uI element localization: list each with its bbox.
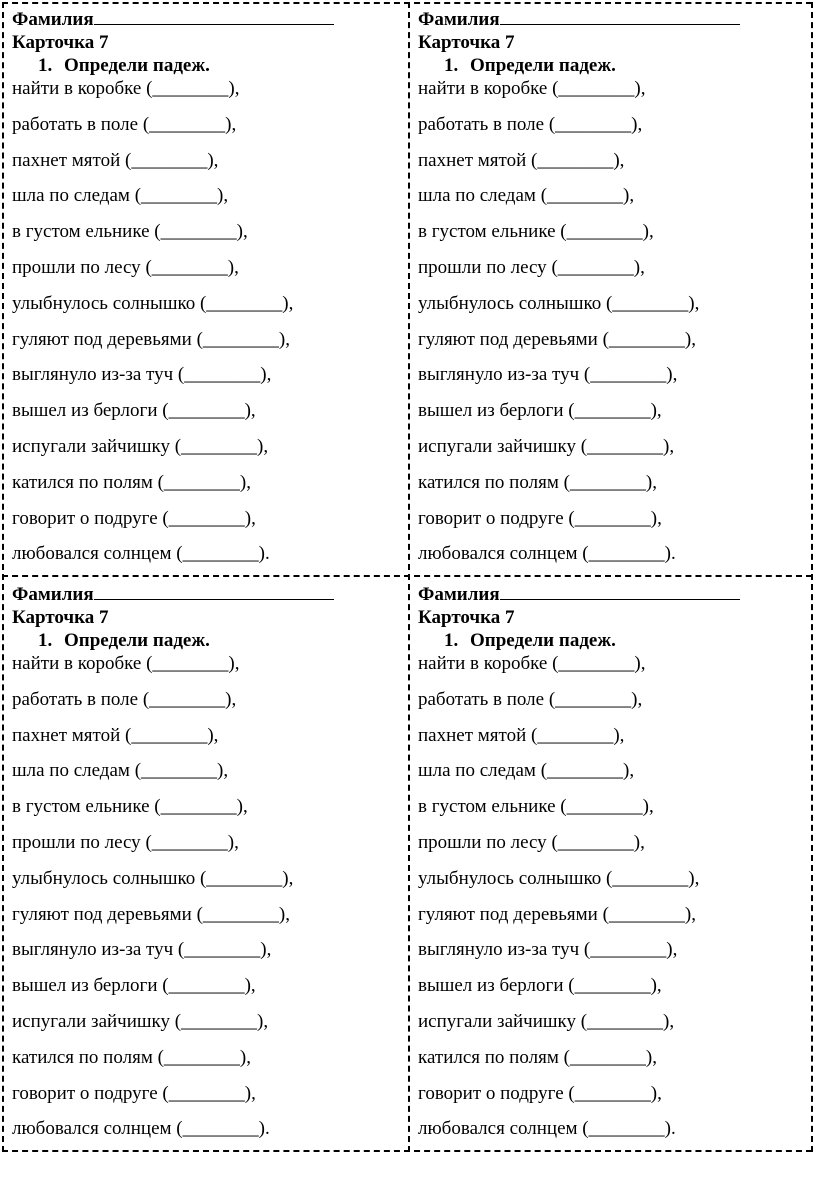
cut-line-right xyxy=(811,2,813,1152)
phrase-text: испугали зайчишку xyxy=(12,1010,170,1032)
phrase-row xyxy=(12,363,400,399)
phrase-text: говорит о подруге xyxy=(418,507,564,529)
phrase-row xyxy=(418,220,806,256)
answer-blank[interactable]: (________) xyxy=(560,796,649,818)
answer-blank[interactable]: (________) xyxy=(563,1046,653,1068)
answer-blank[interactable]: (________) xyxy=(146,78,235,99)
phrase-text: улыбнулось солнышко xyxy=(418,867,602,889)
phrase-punct: , xyxy=(285,903,290,925)
phrase-row xyxy=(12,435,400,471)
answer-blank[interactable]: (________) xyxy=(560,221,649,243)
phrase-row xyxy=(418,759,806,795)
phrase-punct: , xyxy=(266,364,272,386)
phrase-row xyxy=(418,795,806,831)
phrase-punct: , xyxy=(640,256,645,278)
answer-blank[interactable]: (________) xyxy=(177,364,267,386)
phrase-row xyxy=(418,938,806,974)
card-title: Карточка 7 xyxy=(12,32,109,53)
phrase-text: катился по полям xyxy=(418,1046,559,1068)
phrase-punct: , xyxy=(246,471,251,493)
phrase-row xyxy=(12,759,400,795)
answer-blank[interactable]: (________) xyxy=(134,185,224,207)
phrase-punct: , xyxy=(657,1082,662,1104)
phrase-row xyxy=(418,974,806,1010)
phrase-text: гуляют под деревьями xyxy=(12,328,192,350)
answer-blank[interactable]: (________) xyxy=(145,256,235,278)
phrase-punct: , xyxy=(288,292,294,314)
phrase-punct: , xyxy=(213,149,219,171)
answer-blank[interactable]: (________) xyxy=(146,653,235,674)
phrase-row xyxy=(12,1082,400,1118)
phrase-text: работать в поле xyxy=(418,688,545,710)
task-text: Определи падеж. xyxy=(470,55,616,76)
phrase-punct: , xyxy=(619,724,625,746)
surname-line xyxy=(12,7,400,31)
surname-blank[interactable] xyxy=(500,7,740,25)
answer-blank[interactable]: (________) xyxy=(563,471,653,493)
phrase-punct: . xyxy=(670,543,676,565)
phrase-row xyxy=(418,831,806,867)
phrase-text: улыбнулось солнышко xyxy=(12,292,196,314)
answer-blank[interactable]: (________) xyxy=(174,1010,264,1032)
phrase-punct: , xyxy=(231,688,237,710)
phrase-text: выглянуло из-за туч xyxy=(12,364,174,386)
phrase-punct: , xyxy=(251,507,256,529)
task-number: 1. xyxy=(38,55,53,76)
phrase-row xyxy=(418,542,806,578)
phrase-punct: , xyxy=(637,688,643,710)
phrase-punct: , xyxy=(640,653,646,674)
phrase-punct: , xyxy=(672,939,678,961)
phrase-row xyxy=(12,974,400,1010)
phrase-text: любовался солнцем xyxy=(12,543,172,565)
answer-blank[interactable]: (________) xyxy=(552,653,641,674)
answer-blank[interactable]: (________) xyxy=(142,113,232,135)
answer-blank[interactable]: (________) xyxy=(540,185,630,207)
phrase-punct: , xyxy=(242,221,248,243)
phrase-punct: , xyxy=(652,1046,657,1068)
phrase-row xyxy=(418,328,806,364)
phrase-row xyxy=(12,507,400,543)
phrase-text: найти в коробке xyxy=(418,78,548,99)
answer-blank[interactable]: (________) xyxy=(605,292,695,314)
phrase-text: шла по следам xyxy=(418,760,536,782)
phrase-row xyxy=(418,184,806,220)
phrase-punct: , xyxy=(231,113,237,135)
phrase-punct: , xyxy=(619,149,625,171)
phrase-row xyxy=(12,938,400,974)
phrase-text: испугали зайчишку xyxy=(12,435,170,457)
answer-blank[interactable]: (________) xyxy=(580,435,670,457)
answer-blank[interactable]: (________) xyxy=(583,364,673,386)
phrase-punct: , xyxy=(694,867,700,889)
phrase-text: найти в коробке xyxy=(12,78,142,99)
answer-blank[interactable]: (________) xyxy=(154,796,243,818)
phrase-text: гуляют под деревьями xyxy=(418,328,598,350)
phrase-punct: , xyxy=(223,760,229,782)
answer-blank[interactable]: (________) xyxy=(551,831,641,853)
phrase-row xyxy=(418,688,806,724)
surname-label: Фамилия xyxy=(418,9,500,30)
answer-blank[interactable]: (________) xyxy=(602,903,692,925)
phrase-row xyxy=(418,1117,806,1153)
phrase-text: прошли по лесу xyxy=(12,831,141,853)
phrase-row xyxy=(418,471,806,507)
phrase-row xyxy=(12,1010,400,1046)
answer-blank[interactable]: (________) xyxy=(602,328,692,350)
answer-blank[interactable]: (________) xyxy=(531,724,620,746)
phrase-row xyxy=(418,363,806,399)
surname-label: Фамилия xyxy=(418,584,500,605)
phrase-text: выглянуло из-за туч xyxy=(418,939,580,961)
phrase-punct: , xyxy=(694,292,700,314)
phrase-text: работать в поле xyxy=(12,113,139,135)
task-text: Определи падеж. xyxy=(64,55,210,76)
phrase-row xyxy=(12,688,400,724)
phrase-text: в густом ельнике xyxy=(418,796,556,818)
surname-label: Фамилия xyxy=(12,584,94,605)
phrase-punct: , xyxy=(669,1010,675,1032)
task-heading xyxy=(418,54,806,77)
phrase-punct: , xyxy=(234,256,239,278)
phrase-row xyxy=(12,328,400,364)
card-top-right xyxy=(410,4,806,572)
task-number: 1. xyxy=(444,630,459,651)
surname-line xyxy=(418,582,806,606)
phrase-text: выглянуло из-за туч xyxy=(12,939,174,961)
answer-blank[interactable]: (________) xyxy=(580,1010,670,1032)
phrase-text: гуляют под деревьями xyxy=(12,903,192,925)
phrase-row xyxy=(418,399,806,435)
phrase-text: любовался солнцем xyxy=(12,1118,172,1140)
phrase-punct: , xyxy=(672,364,678,386)
phrase-text: вышел из берлоги xyxy=(12,400,158,422)
phrase-text: прошли по лесу xyxy=(418,831,547,853)
phrase-text: шла по следам xyxy=(12,185,130,207)
phrase-text: пахнет мятой xyxy=(12,149,121,171)
phrase-punct: , xyxy=(250,975,256,997)
phrase-text: вышел из берлоги xyxy=(12,975,158,997)
phrase-row xyxy=(418,724,806,760)
phrase-punct: , xyxy=(266,939,272,961)
phrase-punct: , xyxy=(246,1046,251,1068)
phrase-punct: , xyxy=(234,831,239,853)
phrase-punct: . xyxy=(670,1118,676,1140)
phrase-text: катился по полям xyxy=(12,471,153,493)
answer-blank[interactable]: (________) xyxy=(177,939,267,961)
phrase-row xyxy=(418,1010,806,1046)
phrase-text: катился по полям xyxy=(12,1046,153,1068)
phrase-punct: , xyxy=(234,653,240,674)
phrase-punct: , xyxy=(637,113,643,135)
phrase-row xyxy=(12,399,400,435)
phrase-row xyxy=(418,149,806,185)
phrase-row xyxy=(418,652,806,688)
phrase-text: улыбнулось солнышко xyxy=(418,292,602,314)
phrase-punct: . xyxy=(264,543,270,565)
answer-blank[interactable]: (________) xyxy=(157,471,247,493)
answer-blank[interactable]: (________) xyxy=(551,256,641,278)
surname-label: Фамилия xyxy=(12,9,94,30)
phrase-row xyxy=(12,795,400,831)
answer-blank[interactable]: (________) xyxy=(162,1082,252,1104)
answer-blank[interactable]: (________) xyxy=(568,507,658,529)
answer-blank[interactable]: (________) xyxy=(196,328,286,350)
phrase-punct: , xyxy=(213,724,219,746)
surname-line xyxy=(418,7,806,31)
phrase-text: найти в коробке xyxy=(12,653,142,674)
phrase-punct: , xyxy=(656,975,662,997)
card-title: Карточка 7 xyxy=(418,32,515,53)
task-number: 1. xyxy=(444,55,459,76)
phrase-row xyxy=(12,220,400,256)
answer-blank[interactable]: (________) xyxy=(134,760,224,782)
answer-blank[interactable]: (________) xyxy=(162,507,252,529)
phrase-text: прошли по лесу xyxy=(418,256,547,278)
surname-line xyxy=(12,582,400,606)
phrase-text: катился по полям xyxy=(418,471,559,493)
phrase-row xyxy=(12,471,400,507)
answer-blank[interactable]: (________) xyxy=(162,975,251,997)
phrase-punct: , xyxy=(652,471,657,493)
phrase-punct: , xyxy=(223,185,229,207)
phrase-punct: , xyxy=(691,903,696,925)
phrase-punct: , xyxy=(648,221,654,243)
task-heading xyxy=(12,54,400,77)
phrase-text: любовался солнцем xyxy=(418,1118,578,1140)
phrase-text: в густом ельнике xyxy=(12,221,150,243)
phrase-row xyxy=(418,507,806,543)
phrase-text: в густом ельнике xyxy=(12,796,150,818)
phrase-row xyxy=(12,867,400,903)
phrase-punct: , xyxy=(234,78,240,99)
phrase-row xyxy=(12,542,400,578)
phrase-text: в густом ельнике xyxy=(418,221,556,243)
phrase-row xyxy=(12,1046,400,1082)
phrase-row xyxy=(12,292,400,328)
phrase-punct: , xyxy=(629,185,635,207)
phrase-row xyxy=(418,903,806,939)
phrase-punct: , xyxy=(657,507,662,529)
phrase-punct: , xyxy=(691,328,696,350)
phrase-punct: , xyxy=(250,400,256,422)
answer-blank[interactable]: (________) xyxy=(162,400,251,422)
surname-blank[interactable] xyxy=(94,7,334,25)
phrase-text: испугали зайчишку xyxy=(418,435,576,457)
task-heading xyxy=(12,629,400,652)
answer-blank[interactable]: (________) xyxy=(125,149,214,171)
phrase-row xyxy=(12,652,400,688)
phrase-row xyxy=(12,149,400,185)
answer-blank[interactable]: (________) xyxy=(531,149,620,171)
answer-blank[interactable]: (________) xyxy=(157,1046,247,1068)
task-heading xyxy=(418,629,806,652)
answer-blank[interactable]: (________) xyxy=(582,1118,671,1140)
phrase-row xyxy=(12,1117,400,1153)
phrase-punct: , xyxy=(251,1082,256,1104)
answer-blank[interactable]: (________) xyxy=(548,688,638,710)
phrase-row xyxy=(12,724,400,760)
answer-blank[interactable]: (________) xyxy=(174,435,264,457)
answer-blank[interactable]: (________) xyxy=(142,688,232,710)
phrase-text: улыбнулось солнышко xyxy=(12,867,196,889)
phrase-punct: , xyxy=(629,760,635,782)
phrase-text: гуляют под деревьями xyxy=(418,903,598,925)
answer-blank[interactable]: (________) xyxy=(125,724,214,746)
task-text: Определи падеж. xyxy=(470,630,616,651)
answer-blank[interactable]: (________) xyxy=(552,78,641,99)
answer-blank[interactable]: (________) xyxy=(199,867,289,889)
phrase-punct: , xyxy=(263,1010,269,1032)
phrase-text: пахнет мятой xyxy=(12,724,121,746)
phrase-text: найти в коробке xyxy=(418,653,548,674)
phrase-text: выглянуло из-за туч xyxy=(418,364,580,386)
phrase-row xyxy=(12,903,400,939)
phrase-row xyxy=(418,113,806,149)
phrase-row xyxy=(12,113,400,149)
phrase-punct: , xyxy=(285,328,290,350)
phrase-row xyxy=(418,867,806,903)
answer-blank[interactable]: (________) xyxy=(176,1118,265,1140)
answer-blank[interactable]: (________) xyxy=(199,292,289,314)
answer-blank[interactable]: (________) xyxy=(568,975,657,997)
phrase-punct: . xyxy=(264,1118,270,1140)
phrase-text: вышел из берлоги xyxy=(418,975,564,997)
card-title: Карточка 7 xyxy=(418,607,515,628)
phrase-row xyxy=(12,256,400,292)
phrase-row xyxy=(12,831,400,867)
card-bottom-right xyxy=(410,579,806,1147)
answer-blank[interactable]: (________) xyxy=(196,903,286,925)
answer-blank[interactable]: (________) xyxy=(548,113,638,135)
phrase-text: шла по следам xyxy=(418,185,536,207)
phrase-text: работать в поле xyxy=(12,688,139,710)
phrase-text: любовался солнцем xyxy=(418,543,578,565)
phrase-punct: , xyxy=(263,435,269,457)
phrase-punct: , xyxy=(640,78,646,99)
answer-blank[interactable]: (________) xyxy=(582,543,671,565)
phrase-punct: , xyxy=(640,831,645,853)
card-bottom-left xyxy=(4,579,400,1147)
phrase-row xyxy=(418,1046,806,1082)
answer-blank[interactable]: (________) xyxy=(568,1082,658,1104)
answer-blank[interactable]: (________) xyxy=(145,831,235,853)
phrase-row xyxy=(418,435,806,471)
surname-blank[interactable] xyxy=(94,582,334,600)
answer-blank[interactable]: (________) xyxy=(568,400,657,422)
card-title: Карточка 7 xyxy=(12,607,109,628)
phrase-row xyxy=(418,256,806,292)
phrase-text: говорит о подруге xyxy=(418,1082,564,1104)
phrase-punct: , xyxy=(648,796,654,818)
answer-blank[interactable]: (________) xyxy=(176,543,265,565)
answer-blank[interactable]: (________) xyxy=(154,221,243,243)
phrase-punct: , xyxy=(669,435,675,457)
phrase-row xyxy=(418,77,806,113)
phrase-text: говорит о подруге xyxy=(12,1082,158,1104)
phrase-text: прошли по лесу xyxy=(12,256,141,278)
phrase-punct: , xyxy=(656,400,662,422)
answer-blank[interactable]: (________) xyxy=(605,867,695,889)
phrase-text: испугали зайчишку xyxy=(418,1010,576,1032)
answer-blank[interactable]: (________) xyxy=(583,939,673,961)
phrase-punct: , xyxy=(288,867,294,889)
task-text: Определи падеж. xyxy=(64,630,210,651)
phrase-row xyxy=(12,77,400,113)
answer-blank[interactable]: (________) xyxy=(540,760,630,782)
phrase-text: говорит о подруге xyxy=(12,507,158,529)
phrase-row xyxy=(418,1082,806,1118)
phrase-row xyxy=(418,292,806,328)
card-top-left xyxy=(4,4,400,572)
phrase-text: шла по следам xyxy=(12,760,130,782)
phrase-row xyxy=(12,184,400,220)
task-number: 1. xyxy=(38,630,53,651)
surname-blank[interactable] xyxy=(500,582,740,600)
phrase-text: пахнет мятой xyxy=(418,149,527,171)
phrase-punct: , xyxy=(242,796,248,818)
phrase-text: работать в поле xyxy=(418,113,545,135)
phrase-text: вышел из берлоги xyxy=(418,400,564,422)
phrase-text: пахнет мятой xyxy=(418,724,527,746)
